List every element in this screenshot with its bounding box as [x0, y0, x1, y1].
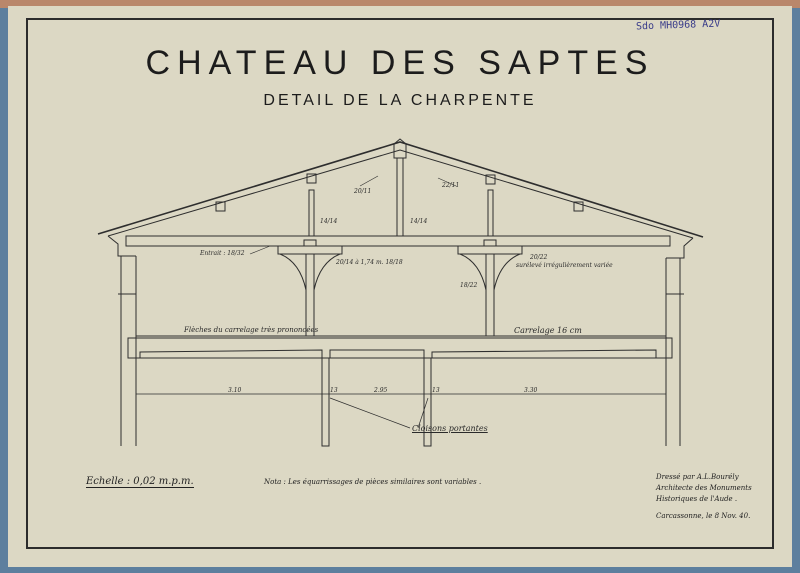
- rafter-left-leader: [360, 176, 378, 186]
- rafter-left-label: 20/11: [354, 188, 372, 195]
- rafter-right-label: 22/11: [442, 182, 460, 189]
- tie-beam-leader: [250, 246, 270, 254]
- post-dimension-label: 18/22: [460, 282, 478, 289]
- vault-right: [432, 350, 656, 358]
- floor-slab: [128, 338, 672, 358]
- author-line-2: Architecte des Monuments: [656, 484, 752, 492]
- raised-beam-label: 20/22: [530, 254, 548, 261]
- author-date: Carcassonne, le 8 Nov. 40.: [656, 512, 751, 520]
- roof-inner-line: [108, 150, 693, 238]
- partition-left: [322, 358, 329, 446]
- partitions-label: Cloisons portantes: [412, 424, 488, 433]
- scale-label: Echelle : 0,02 m.p.m.: [86, 476, 194, 487]
- queen-post-right: [488, 190, 493, 236]
- author-line-1: Dressé par A.L.Bourély: [656, 473, 739, 481]
- king-post: [397, 158, 403, 236]
- partition-leader-left: [330, 398, 410, 428]
- tie-beam: [126, 236, 670, 246]
- post-assembly-left: [278, 240, 342, 336]
- roof-outer-line: [98, 142, 703, 237]
- dimension-partition-2: 13: [432, 387, 440, 394]
- queen-post-left: [309, 190, 314, 236]
- page-title: CHATEAU DES SAPTES: [145, 44, 655, 82]
- archive-reference: Sdo MH0968 A2V: [635, 18, 721, 33]
- tie-beam-label: Entrait : 18/32: [200, 250, 245, 257]
- floor-note-right: Carrelage 16 cm: [514, 326, 582, 335]
- raised-beam-note: surélevé irrégulièrement variée: [516, 262, 613, 269]
- dimension-center: 2.95: [374, 387, 388, 394]
- page-subtitle: DETAIL DE LA CHARPENTE: [263, 92, 537, 109]
- vault-center: [330, 350, 424, 358]
- floor-note-left: Flèches du carrelage très prononcées: [184, 326, 319, 334]
- footnote: Nota : Les équarrissages de pièces similaires sont variables .: [264, 478, 482, 486]
- brace-label: 20/14 à 1,74 m. 18/18: [336, 259, 403, 266]
- author-line-3: Historiques de l'Aude .: [656, 495, 738, 503]
- dimension-right: 3.30: [524, 387, 538, 394]
- dimension-partition-1: 13: [330, 387, 338, 394]
- dimension-left: 3.10: [228, 387, 242, 394]
- author-block: [656, 472, 752, 522]
- vault-left: [140, 350, 322, 358]
- king-post-label: 14/14: [410, 218, 428, 225]
- queen-post-label: 14/14: [320, 218, 338, 225]
